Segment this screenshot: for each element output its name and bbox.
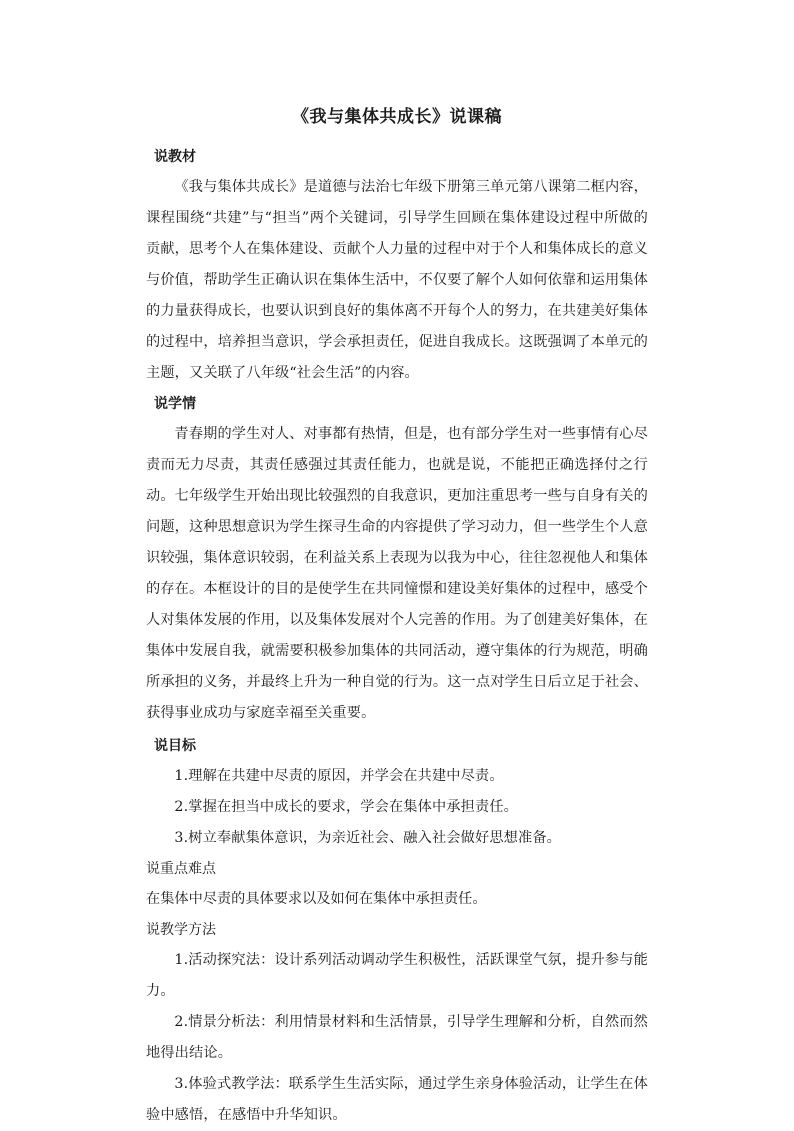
document-title: 《我与集体共成长》说课稿: [292, 107, 502, 127]
section-heading-textbook: 说教材: [154, 149, 196, 165]
section-paragraph-students: 青春期的学生对人、对事都有热情，但是，也有部分学生对一些事情有心尽责而无力尽责，其责任感强过其责任能力，也就是说，不能把正确选择付之行动。七年级学生开始出现比较强烈的自我意识，更加注重思考一些与自身有关的问题，这种思想意识为学生探寻生命的内容提供了学习动力，但一些学生个人意识较强，集体意识较弱，在利益关系上表现为以我为中心，往往忽视他人和集体的存在。本框设计的目的是使学生在共同憧憬和建设美好集体的过程中，感受个人对集体发展的作用，以及集体发展对个人完善的作用。为了创建美好集体，在集体中发展自我，就需要积极参加集体的共同活动，遵守集体的行为规范，明确所承担的义务，并最终上升为一种自觉的行为。这一点对学生日后立足于社会、获得事业成功与家庭幸福至关重要。: [146, 426, 648, 721]
method-item: 2.情景分析法：利用情景材料和生活情景，引导学生理解和分析，自然而然地得出结论。: [146, 1014, 648, 1061]
section-heading-methods: 说教学方法: [146, 922, 216, 938]
section-heading-key-points: 说重点难点: [146, 861, 216, 877]
section-heading-goals: 说目标: [154, 738, 196, 754]
method-item: 3.体验式教学法：联系学生生活实际，通过学生亲身体验活动，让学生在体验中感悟，在感悟中升华知识。: [146, 1076, 648, 1123]
goal-item: 1.理解在共建中尽责的原因，并学会在共建中尽责。: [174, 768, 504, 784]
goal-item: 3.树立奉献集体意识，为亲近社会、融入社会做好思想准备。: [174, 830, 562, 846]
section-heading-students: 说学情: [154, 396, 196, 412]
section-paragraph-textbook: 《我与集体共成长》是道德与法治七年级下册第三单元第八课第二框内容，课程围绕“共建”与“担当”两个关键词，引导学生回顾在集体建设过程中所做的贡献，思考个人在集体建设、贡献个人力量的过程中对于个人和集体成长的意义与价值，帮助学生正确认识在集体生活中，不仅要了解个人如何依靠和运用集体的力量获得成长，也要认识到良好的集体离不开每个人的努力，在共建美好集体的过程中，培养担当意识，学会承担责任，促进自我成长。这既强调了本单元的主题，又关联了八年级“社会生活”的内容。: [146, 179, 648, 381]
key-point-item: 在集体中尽责的具体要求以及如何在集体中承担责任。: [146, 891, 487, 907]
method-item: 1.活动探究法：设计系列活动调动学生积极性，活跃课堂气氛，提升参与能力。: [146, 952, 648, 999]
goal-item: 2.掌握在担当中成长的要求，学会在集体中承担责任。: [174, 799, 518, 815]
